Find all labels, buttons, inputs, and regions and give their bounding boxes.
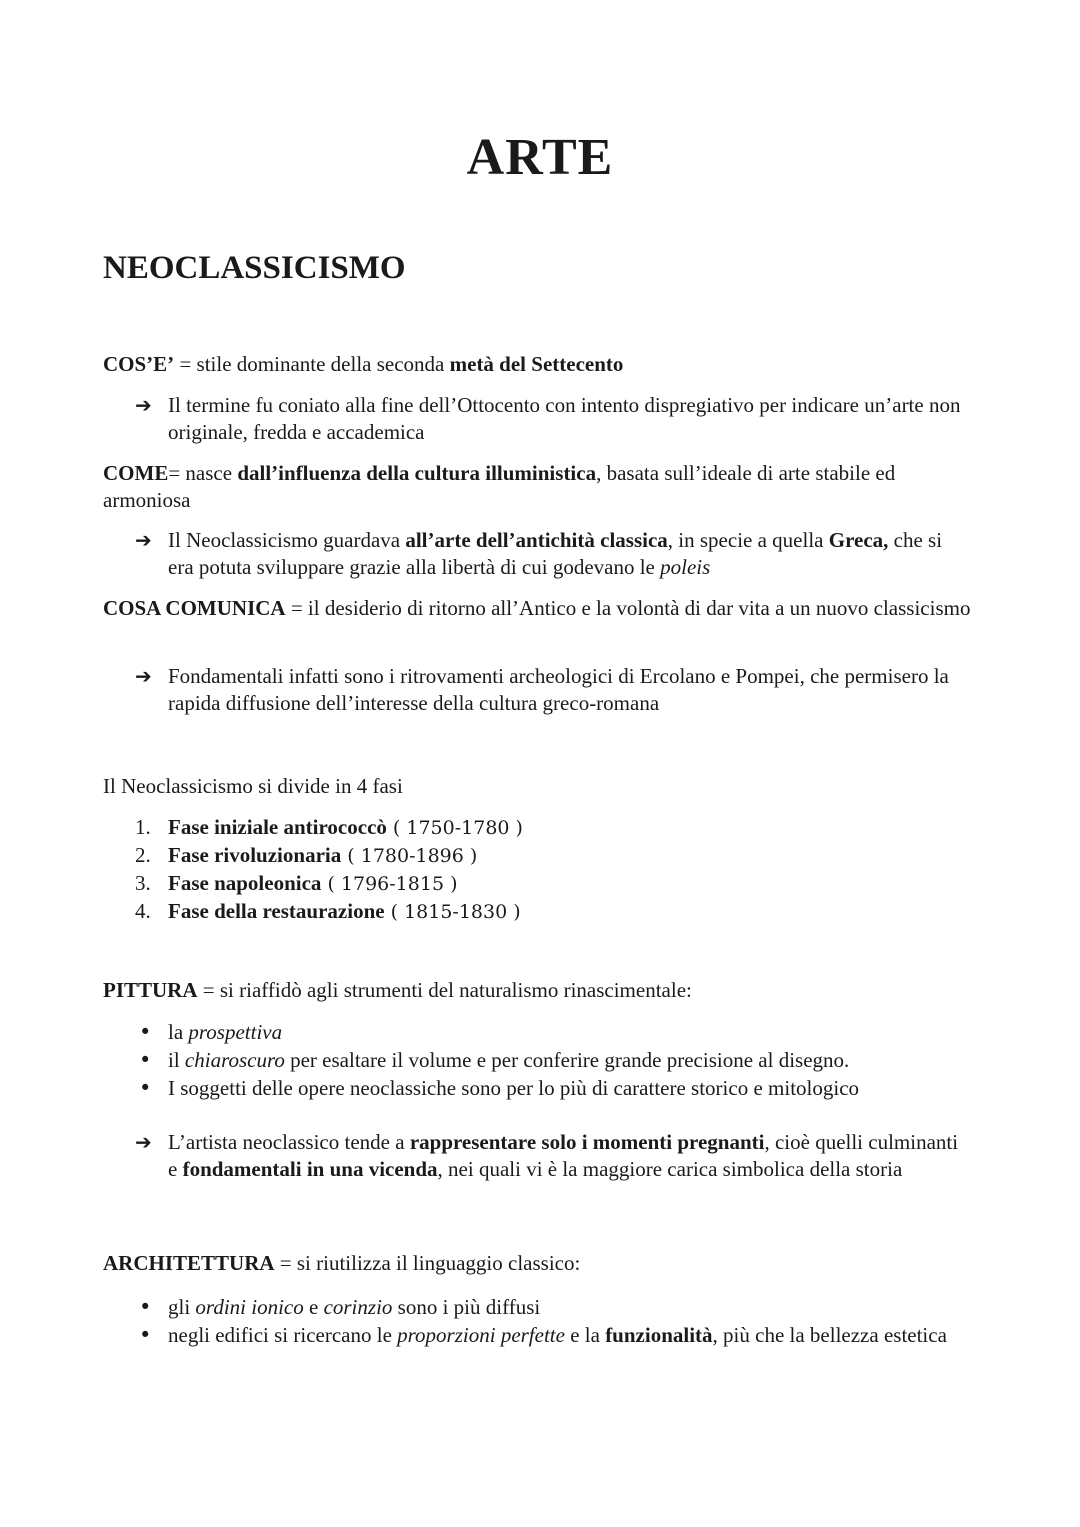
fasi-intro: Il Neoclassicismo si divide in 4 fasi bbox=[103, 774, 403, 798]
pittura-list bbox=[135, 1018, 1015, 1102]
cosa-text: = il desiderio di ritorno all’Antico e la volontà di dar vita a un nuovo classicismo bbox=[285, 596, 971, 620]
pittura-arrow-item bbox=[135, 1129, 965, 1183]
pittura-label: PITTURA bbox=[103, 978, 198, 1002]
arrow-icon: ➔ bbox=[135, 1130, 152, 1154]
arrow-icon: ➔ bbox=[135, 664, 152, 688]
architettura-text: = si riutilizza il linguaggio classico: bbox=[274, 1251, 581, 1275]
list-item: • I soggetti delle opere neoclassiche sono per lo più di carattere storico e mitologico bbox=[139, 1076, 860, 1100]
come-text: = nasce bbox=[168, 461, 238, 485]
architettura-list bbox=[135, 1293, 1015, 1349]
come-paragraph bbox=[103, 460, 983, 514]
bullet-icon: • bbox=[139, 1048, 152, 1072]
list-item: • negli edifici si ricercano le proporzioni perfette e la funzionalità, più che la bellezza estetica bbox=[139, 1323, 947, 1347]
architettura-label: ARCHITETTURA bbox=[103, 1251, 275, 1275]
cose-text: = stile dominante della seconda bbox=[174, 352, 450, 376]
come-label: COME bbox=[103, 461, 169, 485]
list-item: 3. Fase napoleonica ( 1796-1815 ) bbox=[135, 871, 458, 895]
bullet-icon: • bbox=[139, 1295, 152, 1319]
arrow-icon: ➔ bbox=[135, 528, 152, 552]
cose-arrow-text: Il termine fu coniato alla fine dell’Ottocento con intento dispregiativo per indicare un’arte non originale, fredda e accademica bbox=[168, 393, 961, 444]
come-bold: dall’influenza della cultura illuministica bbox=[237, 461, 597, 485]
pittura-paragraph bbox=[103, 977, 983, 1004]
list-item: 1. Fase iniziale antirococcò ( 1750-1780 ) bbox=[135, 815, 523, 839]
cosa-label: COSA COMUNICA bbox=[103, 596, 286, 620]
bullet-icon: • bbox=[139, 1076, 152, 1100]
cose-label: COS’E’ bbox=[103, 352, 175, 376]
architettura-paragraph bbox=[103, 1250, 983, 1277]
section-heading: NEOCLASSICISMO bbox=[103, 250, 406, 286]
pittura-arrow-text: L’artista neoclassico tende a rappresentare solo i momenti pregnanti, cioè quelli culminanti e fondamentali in una vicenda, nei quali vi è la maggiore carica simbolica della storia bbox=[168, 1130, 959, 1181]
page-title: ARTE bbox=[466, 129, 614, 186]
pittura-text: = si riaffidò agli strumenti del naturalismo rinascimentale: bbox=[197, 978, 692, 1002]
arrow-icon: ➔ bbox=[135, 393, 152, 417]
cose-bold: metà del Settecento bbox=[449, 352, 624, 376]
cose-arrow-item bbox=[135, 392, 965, 446]
cose-paragraph bbox=[103, 351, 983, 378]
cosa-arrow-text: Fondamentali infatti sono i ritrovamenti archeologici di Ercolano e Pompei, che permisero la rapida diffusione dell’interesse della cultura greco-romana bbox=[168, 664, 949, 715]
list-item: 2. Fase rivoluzionaria ( 1780-1896 ) bbox=[135, 843, 478, 867]
list-item: • la prospettiva bbox=[139, 1020, 283, 1044]
bullet-icon: • bbox=[139, 1020, 152, 1044]
list-item: • il chiaroscuro per esaltare il volume e per conferire grande precisione al disegno. bbox=[139, 1048, 850, 1072]
bullet-icon: • bbox=[139, 1323, 152, 1347]
list-item: 4. Fase della restaurazione ( 1815-1830 ) bbox=[135, 899, 521, 923]
cosa-paragraph bbox=[103, 595, 983, 622]
come-arrow-text: Il Neoclassicismo guardava all’arte dell’antichità classica, in specie a quella Greca, che si era potuta sviluppare grazie alla libertà di cui godevano le poleis bbox=[168, 528, 943, 579]
fasi-list bbox=[135, 814, 835, 926]
come-arrow-item bbox=[135, 527, 965, 581]
come-rest: , basata sull’ideale di arte stabile ed armoniosa bbox=[103, 461, 896, 512]
cosa-arrow-item bbox=[135, 663, 965, 717]
list-item: • gli ordini ionico e corinzio sono i più diffusi bbox=[139, 1295, 541, 1319]
